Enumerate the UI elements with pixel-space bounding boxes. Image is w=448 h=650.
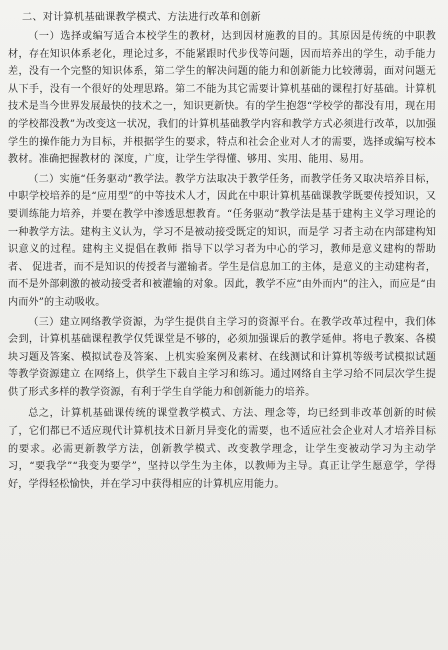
- paragraph-1: （一）选择或编写适合本校学生的教材，达到因材施教的目的。其原因是传统的中职教材，存在知识体系老化，理论过多，不能紧跟时代步伐等问题，因而培养出的学生，动手能力差，没有一个完整的知识体系，第二学生的解决问题的能力和创新能力比较薄弱，面对问题无从下手，没有一个很好的处理思路。第二不能为其它需要计算机基础的课程打好基础。计算机技术是当今世界发展最快的技术之一，知识更新快。有的学生抱怨“学校学的都没有用，现在用的学校都没教”为改变这一状况，我们的计算机基础教学内容和教学方式必须进行改革，以加强学生的操作能力为目标，并根据学生的要求，特点和社会企业对人才的需要，选择或编写校本教材。准确把握教材的 深度，广度，让学生学得懂、够用、实用、能用、易用。: [8, 31, 436, 166]
- paragraph-2: （二）实施“任务驱动”教学法。教学方法取决于教学任务，而教学任务又取决培养目标，中职学校培养的是“应用型”的中等技术人才，因此在中职计算机基础课教学既要传授知识，又要训练能力培养，并要在教学中渗透思想教育。“任务驱动”教学法是基于建构主义学习理论的一种教学方法。建构主义认为，学习不是被动接受既定的知识，而是学 习者主动在内部建构知识意义的过程。建构主义提倡在教师 指导下以学习者为中心的学习，教师是意义建构的帮助者、 促进者，而不是知识的传授者与灌输者。学生是信息加工的主体，是意义的主动建构者，而不是外部刺激的被动接受者和被灌输的对象。因此，教学不应“由外而内”的注入，而应是“由内而外”的主动吸收。: [8, 173, 436, 308]
- section-heading: 二、对计算机基础课教学模式、方法进行改革和创新: [22, 12, 261, 23]
- conclusion-paragraph: 总之，计算机基础课传统的课堂教学模式、方法、理念等，均已经到非改革创新的时候了，它们都已不适应现代计算机技术日新月异变化的需要，也不适应社会企业对人才培养目标的要求。必需更新教学方法，创新教学模式、改变教学理念，让学生变被动学习为主动学习，“要我学”“我变为要学”，坚持以学生为主体，以教师为主导。真正让学生愿意学，学得好，学得轻松愉快，并在学习中获得相应的计算机应用能力。: [8, 408, 436, 490]
- paragraph-3: （三）建立网络教学资源，为学生提供自主学习的资源平台。在教学改革过程中，我们体会到，计算机基础课程教学仅凭课堂是不够的，必须加强课后的教学延伸。将电子教案、各模块习题及答案、模拟试卷及答案、上机实验案例及素材、在线测试和计算机等级考试模拟试题等教学资源建立 在网络上，供学生下载自主学习和练习。通过网络自主学习给不同层次学生提供了形式多样的教学资源，有利于学生自学能力和创新能力的培养。: [8, 316, 436, 398]
